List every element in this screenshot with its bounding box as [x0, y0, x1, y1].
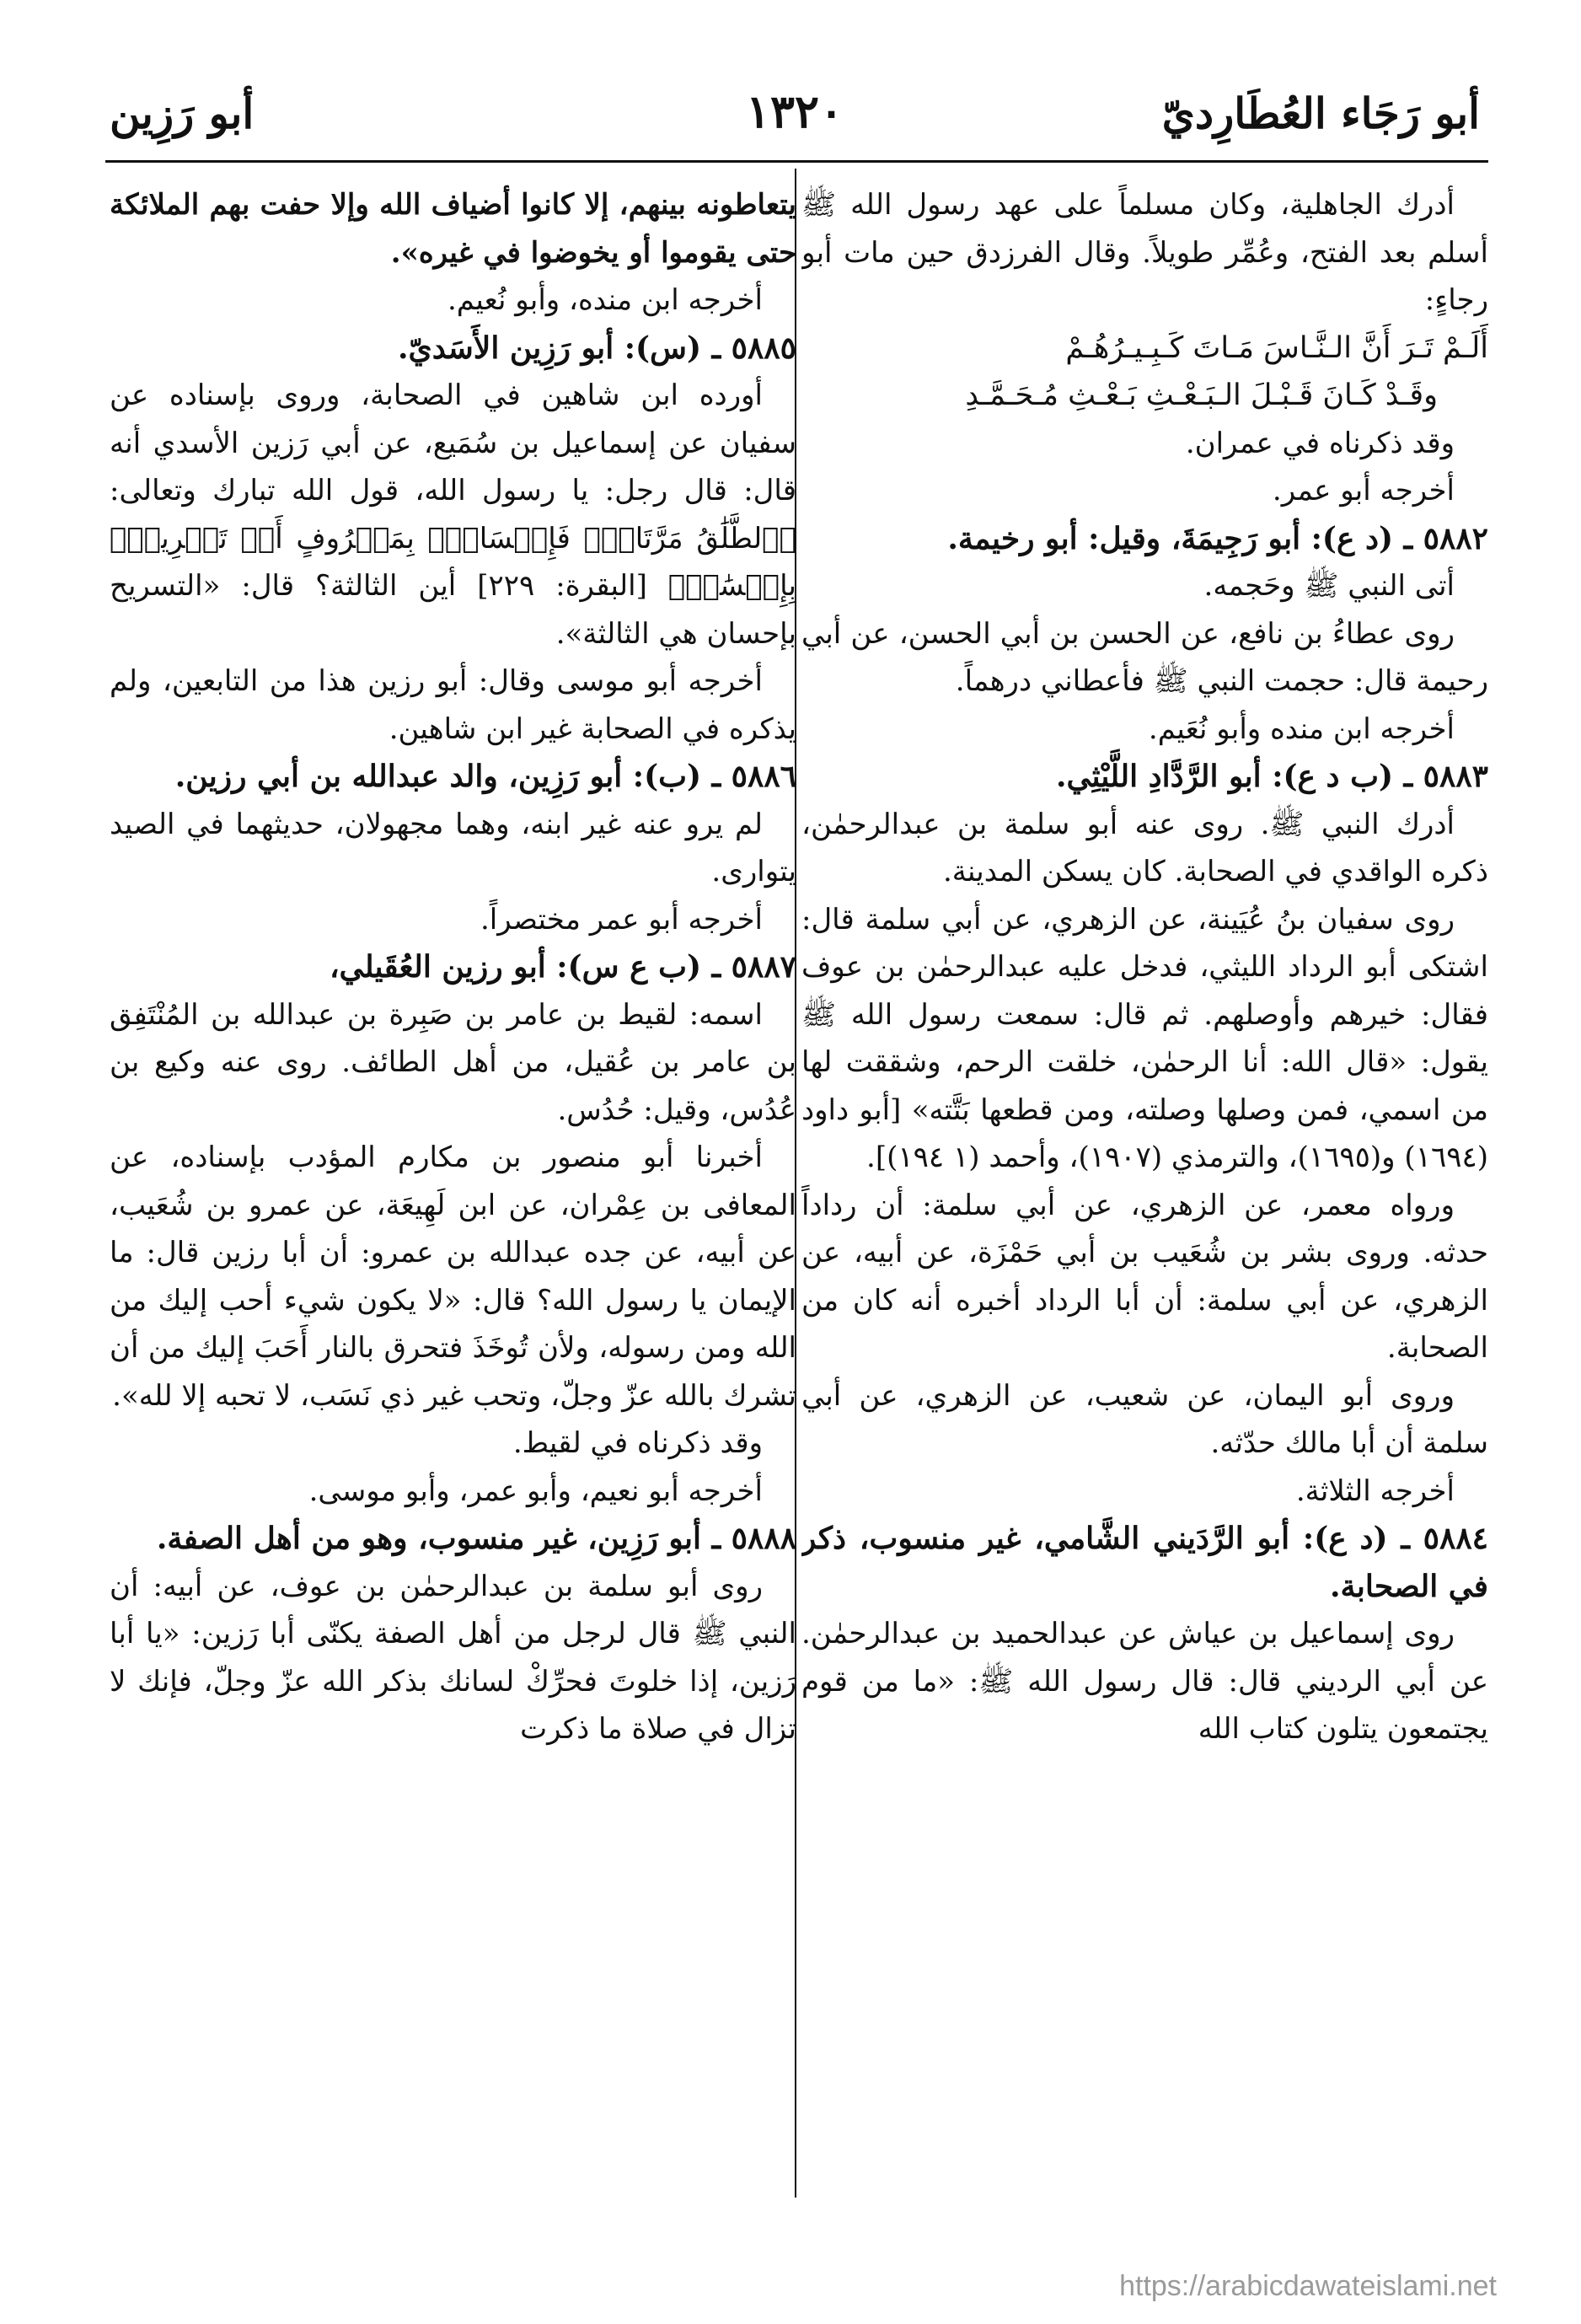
paragraph: وقد ذكرناه في عمران. [1185, 426, 1455, 460]
right-column [801, 181, 1488, 2305]
entry-heading: ٥٨٨٧ ـ (ب ع س): أبو رزين العُقَيلي، [329, 949, 796, 985]
entry-heading: ٥٨٨٥ ـ (س): أبو رَزِين الأَسَديّ. [398, 330, 796, 366]
poem-verse-1: أَلَـمْ تَـرَ أَنَّ الـنَّـاسَ مَـاتَ كَـبِـيـرُهُـمْ [1065, 330, 1488, 365]
page-number: ١٣٢٠ [745, 84, 844, 138]
paragraph: أخرجه أبو موسى وقال: أبو رزين هذا من التابعين، ولم يذكره في الصحابة غير ابن شاهين. [110, 664, 796, 746]
entry-heading: ٥٨٨٢ ـ (د ع): أبو رَجِيمَةَ، وقيل: أبو رخيمة. [947, 520, 1488, 556]
entry-heading: ٥٨٨٨ ـ أبو رَزِين، غير منسوب، وهو من أهل الصفة. [156, 1521, 796, 1556]
paragraph: أدرك النبي ﷺ. روى عنه أبو سلمة بن عبدالرحمٰن، ذكره الواقدي في الصحابة. كان يسكن المدينة. [801, 807, 1488, 888]
paragraph: لم يرو عنه غير ابنه، وهما مجهولان، حديثهما في الصيد يتوارى. [110, 807, 796, 888]
paragraph: أتى النبي ﷺ وحَجمه. [1203, 569, 1455, 603]
entry-heading: ٥٨٨٦ ـ (ب): أبو رَزِين، والد عبدالله بن أبي رزين. [174, 759, 796, 794]
header-divider [105, 160, 1488, 163]
paragraph: أخرجه أبو عمر. [1272, 474, 1455, 507]
paragraph: أخبرنا أبو منصور بن مكارم المؤدب بإسناده، عن المعافى بن عِمْران، عن ابن لَهِيعَة، عن عمرو بن شُعَيب، عن أبيه، عن جده عبدالله بن عمرو: أن أبا رزين قال: ما الإيمان يا رسول الله؟ قال: «لا يكون شيء أحب إليك من الله ومن رسوله، ولأن تُوخَذَ فتحرق بالنار أَحَبَ إليك من أن تشرك بالله عزّ وجلّ، وتحب غير ذي نَسَب، لا تحبه إلا لله». [110, 1141, 796, 1413]
entry-heading: ٥٨٨٤ ـ (د ع): أبو الرَّدَيني الشَّامي، غير منسوب، ذكر في الصحابة. [801, 1521, 1488, 1604]
left-column [110, 181, 796, 2305]
paragraph: روى أبو سلمة بن عبدالرحمٰن بن عوف، عن أبيه: أن النبي ﷺ قال لرجل من أهل الصفة يكنّى أبا رَزين: «يا أبا رَزين، إذا خلوتَ فحرِّكْ لسانك بذكر الله عزّ وجلّ، فإنك لا تزال في صلاة ما ذكرت [110, 1569, 796, 1746]
paragraph: ورواه معمر، عن الزهري، عن أبي سلمة: أن رداداً حدثه. وروى بشر بن شُعَيب بن أبي حَمْزَة، عن أبيه، عن الزهري، عن أبي سلمة: أن أبا الرداد أخبره أنه كان من الصحابة. [801, 1188, 1488, 1365]
paragraph: أخرجه ابن منده وأبو نُعَيم. [1148, 711, 1455, 746]
running-header [110, 80, 1480, 156]
entry-heading: ٥٨٨٣ ـ (ب د ع): أبو الرَّدَّادِ اللَّيْثِي. [1055, 759, 1488, 794]
paragraph: أخرجه الثلاثة. [1295, 1473, 1455, 1508]
paragraph: اسمه: لقيط بن عامر بن صَبِرة بن عبدالله بن المُنْتَفِق بن عامر بن عُقيل، من أهل الطائف. روى عنه وكيع بن عُدُس، وقيل: حُدُس. [110, 997, 796, 1127]
paragraph: أخرجه أبو عمر مختصراً. [480, 902, 763, 937]
paragraph: أخرجه ابن منده، وأبو نُعيم. [447, 283, 763, 317]
header-left-title: أبو رَزِين [110, 89, 255, 138]
paragraph: روى سفيان بنُ عُيَينة، عن الزهري، عن أبي سلمة قال: اشتكى أبو الرداد الليثي، فدخل عليه عبدالرحمٰن بن عوف فقال: خيرهم وأوصلهم. ثم قال: سمعت رسول الله ﷺ يقول: «قال الله: أنا الرحمٰن، خلقت الرحم، وشققت لها من اسمي، فمن وصلها وصلته، ومن قطعها بَتَّته» [أبو داود (١٦٩٤) و(١٦٩٥)، والترمذي (١٩٠٧)، وأحمد (١ ١٩٤)]. [801, 902, 1488, 1174]
paragraph: أدرك الجاهلية، وكان مسلماً على عهد رسول الله ﷺ أسلم بعد الفتح، وعُمِّر طويلاً. وقال الفرزدق حين مات أبو رجاءٍ: [801, 188, 1488, 317]
paragraph: أخرجه أبو نعيم، وأبو عمر، وأبو موسى. [308, 1473, 763, 1508]
poem-verse-2: وقَـدْ كَـانَ قَـبْـلَ الـبَـعْـثِ بَـعْـثِ مُـحَـمَّـدِ [965, 378, 1438, 412]
header-right-title: أبو رَجَاء العُطَارِديّ [1161, 89, 1480, 138]
source-url-watermark: https://arabicdawateislami.net [1119, 2270, 1497, 2302]
paragraph: وروى أبو اليمان، عن شعيب، عن الزهري، عن أبي سلمة أن أبا مالك حدّثه. [801, 1378, 1488, 1460]
paragraph: روى إسماعيل بن عياش عن عبدالحميد بن عبدالرحمٰن. عن أبي الرديني قال: قال رسول الله ﷺ: «ما من قوم يجتمعون يتلون كتاب الله [801, 1617, 1488, 1746]
hadith-continuation: يتعاطونه بينهم، إلا كانوا أضياف الله وإلا حفت بهم الملائكة حتى يقوموا أو يخوضوا في غيره». [110, 188, 796, 270]
paragraph: أورده ابن شاهين في الصحابة، وروى بإسناده عن سفيان عن إسماعيل بن سُمَيع، عن أبي رَزين الأسدي أنه قال: قال رجل: يا رسول الله، قول الله تبارك وتعالى: ﴿ٱلطَّلَٰقُ مَرَّتَانِۖ فَإِمۡسَاكُۢ بِمَعۡرُوفٍ أَوۡ تَسۡرِيحُۢ بِإِحۡسَٰنٖ﴾ [البقرة: ٢٢٩] أين الثالثة؟ قال: «التسريح بإحسان هي الثالثة». [110, 378, 796, 651]
paragraph: روى عطاءُ بن نافع، عن الحسن بن أبي الحسن، عن أبي رحيمة قال: حجمت النبي ﷺ فأعطاني درهماً. [801, 616, 1488, 698]
paragraph: وقد ذكرناه في لقيط. [512, 1426, 763, 1460]
